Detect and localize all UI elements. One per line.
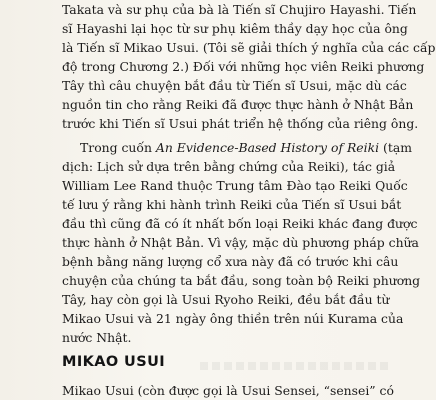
show-through-marks bbox=[200, 362, 390, 370]
paragraph1-line-2: sĩ Hayashi lại học từ sư phụ kiêm thầy dạy học của ông bbox=[62, 21, 408, 36]
paragraph2-line-9: Tây, hay còn gọi là Usui Ryoho Reiki, đều bắt đầu từ bbox=[62, 292, 390, 307]
paragraph1-line-3: là Tiến sĩ Mikao Usui. (Tôi sẽ giải thích ý nghĩa của các cấp bbox=[62, 40, 436, 55]
paragraph2-line-2: dịch: Lịch sử dựa trên bằng chứng của Reiki), tác giả bbox=[62, 159, 396, 174]
paragraph3-line-1: Mikao Usui (còn được gọi là Usui Sensei, “sensei” có bbox=[62, 383, 394, 398]
paragraph2-line-3: William Lee Rand thuộc Trung tâm Đào tạo Reiki Quốc bbox=[62, 178, 408, 193]
paragraph1-line-7: trước khi Tiến sĩ Usui phát triển hệ thống của riêng ông. bbox=[62, 116, 419, 131]
paragraph2-suffix: (tạm bbox=[379, 140, 412, 155]
paragraph2-line-8: chuyện của chúng ta bắt đầu, song toàn bộ Reiki phương bbox=[62, 273, 421, 288]
paragraph2-line-7: bệnh bằng năng lượng cổ xưa này đã có trước khi câu bbox=[62, 254, 399, 269]
paragraph2-line-5: đầu thì cũng đã có ít nhất bốn loại Reiki khác đang được bbox=[62, 216, 418, 231]
paragraph2-line-4: tế lưu ý rằng khi hành trình Reiki của Tiến sĩ Usui bắt bbox=[62, 197, 402, 212]
book-title: An Evidence-Based History of Reiki bbox=[155, 140, 380, 155]
paragraph1-line-5: Tây thì câu chuyện bắt đầu từ Tiến sĩ Usui, mặc dù các bbox=[62, 78, 407, 93]
paragraph2-line-1 bbox=[80, 138, 412, 157]
paragraph2-line-10: Mikao Usui và 21 ngày ông thiền trên núi Kurama của bbox=[62, 311, 404, 326]
paragraph2-prefix: Trong cuốn bbox=[80, 140, 156, 155]
paragraph1-line-4: độ trong Chương 2.) Đối với những học viên Reiki phương bbox=[62, 59, 425, 74]
section-heading: MIKAO USUI bbox=[62, 354, 166, 370]
paragraph1-line-6: nguồn tin cho rằng Reiki đã được thực hành ở Nhật Bản bbox=[62, 97, 414, 112]
paragraph1-line-1: Takata và sư phụ của bà là Tiến sĩ Chujiro Hayashi. Tiến bbox=[62, 2, 417, 17]
paragraph2-line-11: nước Nhật. bbox=[62, 330, 132, 345]
paragraph2-line-6: thực hành ở Nhật Bản. Vì vậy, mặc dù phương pháp chữa bbox=[62, 235, 419, 250]
